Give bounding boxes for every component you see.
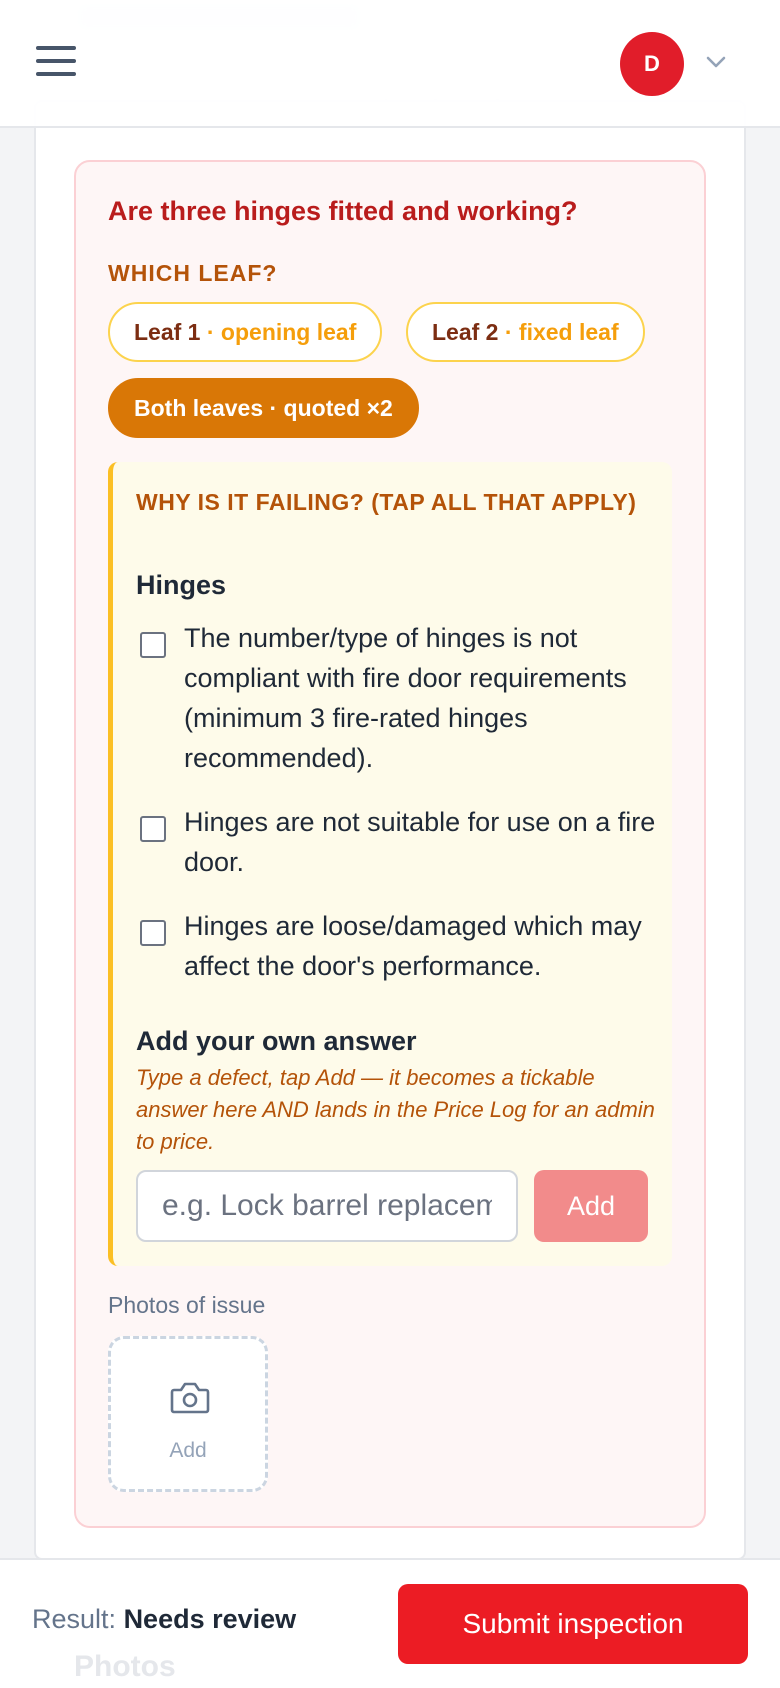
- own-answer-input[interactable]: [136, 1170, 518, 1242]
- photos-label: Photos of issue: [108, 1292, 266, 1318]
- own-answer-hint: Type a defect, tap Add — it becomes a tickable answer here AND lands in the Price Log for an admin to price.: [136, 1065, 655, 1154]
- option-noncompliant-hinges[interactable]: [136, 618, 656, 778]
- add-answer-button[interactable]: Add: [534, 1170, 648, 1242]
- option-unsuitable-hinges[interactable]: [136, 802, 656, 882]
- checkbox[interactable]: [140, 920, 166, 946]
- add-photo-label: Add: [169, 1439, 207, 1462]
- background-photos-heading: Photos: [74, 1650, 176, 1683]
- both-leaves-option[interactable]: [108, 378, 419, 438]
- option-label: Hinges are not suitable for use on a fire door.: [184, 807, 656, 877]
- submit-inspection-button[interactable]: Submit inspection: [398, 1584, 748, 1664]
- add-photo-button[interactable]: [108, 1336, 268, 1492]
- option-label: The number/type of hinges is not compliant with fire door requirements (minimum 3 fire-rated hinges recommended).: [184, 623, 627, 773]
- leaf-1-sub: · opening leaf: [206, 319, 357, 345]
- leaf-2-name: Leaf 2: [432, 319, 499, 345]
- leaf-2-option[interactable]: [406, 302, 645, 362]
- hamburger-menu-icon[interactable]: [36, 46, 76, 78]
- checkbox[interactable]: [140, 632, 166, 658]
- which-leaf-label: WHICH LEAF?: [108, 260, 278, 286]
- own-answer-heading: Add your own answer: [136, 1026, 417, 1056]
- chevron-down-icon[interactable]: [704, 50, 728, 74]
- checkbox[interactable]: [140, 816, 166, 842]
- both-leaves-label: Both leaves · quoted ×2: [134, 395, 393, 421]
- why-failing-title: WHY IS IT FAILING? (TAP ALL THAT APPLY): [136, 489, 637, 515]
- app-header: [0, 0, 780, 128]
- leaf-1-option[interactable]: [108, 302, 382, 362]
- leaf-1-name: Leaf 1: [134, 319, 201, 345]
- leaf-2-sub: · fixed leaf: [504, 319, 619, 345]
- option-loose-hinges[interactable]: [136, 906, 656, 986]
- hinges-heading: Hinges: [136, 570, 227, 600]
- result-value: Needs review: [123, 1604, 297, 1634]
- avatar[interactable]: D: [620, 32, 684, 96]
- result-label: Result:: [32, 1604, 117, 1634]
- result-status: [32, 1604, 296, 1635]
- question-title: Are three hinges fitted and working?: [108, 196, 578, 226]
- option-label: Hinges are loose/damaged which may affect the door's performance.: [184, 911, 642, 981]
- camera-icon: [170, 1379, 210, 1415]
